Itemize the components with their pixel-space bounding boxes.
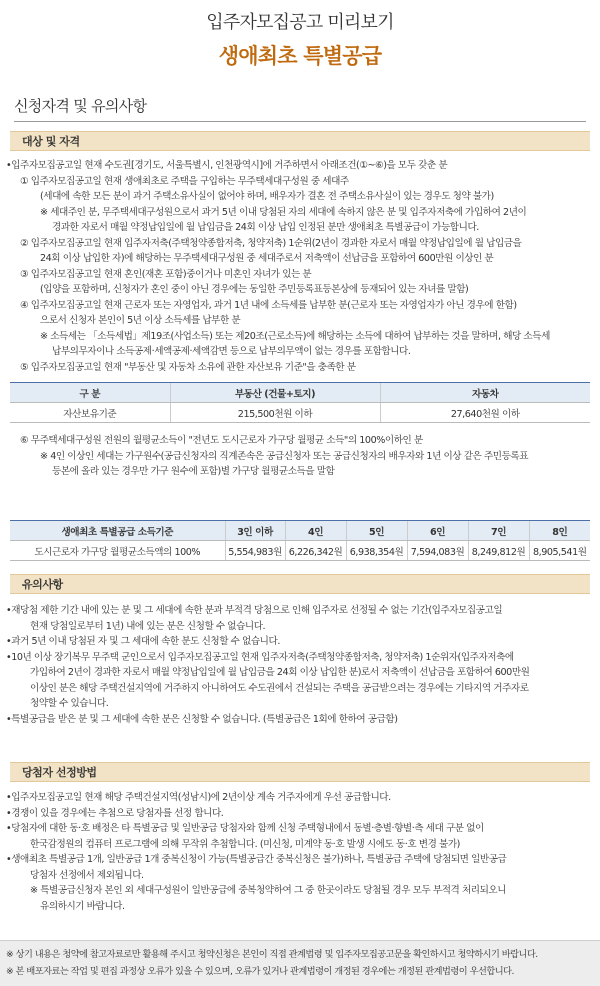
selection-line: •경쟁이 있을 경우에는 추첨으로 당첨자를 선정 합니다.: [6, 807, 224, 819]
eligibility-line: ① 입주자모집공고일 현재 생애최초로 주택을 구입하는 무주택세대구성원 중 세대주: [20, 175, 349, 187]
table-cell: 자산보유기준: [10, 403, 170, 423]
asset-table: [10, 382, 590, 423]
notice-heading: 유의사항: [10, 574, 590, 594]
page-header: [0, 0, 600, 92]
eligibility-line: ※ 4인 이상인 세대는 가구원수(공급신청자의 직계존속은 공급신청자 또는 공급신청자의 배우자와 1년 이상 같은 주민등록표: [40, 450, 529, 462]
page-title: 생애최초 특별공급: [218, 44, 382, 68]
section-title: 신청자격 및 유의사항: [14, 97, 147, 115]
selection-line: ※ 특별공급신청자 본인 외 세대구성원이 일반공급에 중복청약하여 그 중 한곳이라도 당첨될 경우 모두 부적격 처리되오니: [30, 885, 507, 896]
selection-lines: [6, 790, 594, 914]
table-header-cell: 6인: [407, 521, 468, 541]
table-header-cell: 자동차: [380, 383, 590, 403]
eligibility-line: 경과한 자로서 매월 약정납입일에 월 납입금을 24회 이상 납입 인정된 분만 생애최초 특별공급이 가능합니다.: [52, 222, 479, 233]
notice-lines: [6, 603, 594, 727]
notice-line: 가입하여 2년이 경과한 자로서 매월 약정납입일에 월 납입금을 24회 이상 납입한 분)로서 저축액이 선납금을 포함하여 600만원: [30, 667, 530, 678]
eligibility-line: (세대에 속한 모든 분이 과거 주택소유사실이 없어야 하며, 배우자가 결혼 전 주택소유사실이 있는 경우도 청약 불가): [40, 191, 494, 202]
table-header-cell: 8인: [529, 521, 590, 541]
table-header-cell: 생애최초 특별공급 소득기준: [10, 521, 225, 541]
notice-line: 이상인 분은 해당 주택건설지역에 거주하지 아니하여도 수도권에서 건설되는 주택을 공급받으려는 경우에는 기타지역 거주자로: [30, 682, 529, 694]
selection-line: •생애최초 특별공급 1개, 일반공급 1개 중복신청이 가능(특별공급간 중복신청은 불가)하나, 특별공급 주택에 당첨되면 일반공급: [6, 854, 507, 865]
table-cell: 8,905,541원: [529, 541, 590, 561]
table-header-cell: 4인: [285, 521, 346, 541]
notice-line: •재당첨 제한 기간 내에 있는 분 및 그 세대에 속한 분과 부적격 당첨으로 인해 입주자로 선정될 수 없는 기간(입주자모집공고일: [6, 605, 503, 616]
selection-heading: 당첨자 선정방법: [10, 762, 590, 782]
eligibility-line: 등본에 올라 있는 경우만 가구 원수에 포함)별 가구당 월평균소득을 말함: [52, 466, 335, 477]
footer-line: ※ 상기 내용은 청약에 참고자료로만 활용해 주시고 청약신청은 본인이 직접 관계법령 및 입주자모집공고문을 확인하시고 청약하시기 바랍니다.: [6, 949, 538, 960]
selection-line: •입주자모집공고일 현재 해당 주택건설지역(성남시)에 2년이상 계속 거주자에게 우선 공급합니다.: [6, 792, 391, 803]
table-cell: 도시근로자 가구당 월평균소득액의 100%: [10, 541, 225, 561]
eligibility-lines-b: [6, 433, 594, 480]
table-cell: 7,594,083원: [407, 541, 468, 561]
footer-line: ※ 본 배포자료는 작업 및 편집 과정상 오류가 있을 수 있으며, 오류가 있거나 관계법령이 개정된 경우에는 개정된 관계법령이 우선합니다.: [6, 966, 514, 977]
table-cell: 5,554,983원: [225, 541, 285, 561]
table-cell: 6,226,342원: [285, 541, 346, 561]
eligibility-heading: 대상 및 자격: [10, 131, 590, 151]
table-header-cell: 구 분: [10, 383, 170, 403]
notice-line: 청약할 수 있습니다.: [30, 698, 109, 709]
eligibility-line: 납부의무자이나 소득공제·세액공제·세액감면 등으로 납부의무액이 없는 경우를 포함합니다.: [52, 346, 411, 357]
eligibility-line: ※ 소득세는 「소득세법」제19조(사업소득) 또는 제20조(근로소득)에 해당하는 소득에 대하여 납부하는 것을 말하며, 해당 소득세: [40, 330, 550, 342]
notice-line: •과거 5년 이내 당첨된 자 및 그 세대에 속한 분도 신청할 수 없습니다.: [6, 636, 280, 647]
table-header-cell: 부동산 (건물+토지): [170, 383, 380, 403]
eligibility-line: ② 입주자모집공고일 현재 입주자저축(주택청약종합저축, 청약저축) 1순위(2년이 경과한 자로서 매월 약정납입일에 월 납입금을: [20, 237, 522, 249]
table-header-cell: 7인: [468, 521, 529, 541]
table-header-cell: 5인: [346, 521, 407, 541]
eligibility-line: ⑤ 입주자모집공고일 현재 "부동산 및 자동차 소유에 관한 자산보유 기준"을 충족한 분: [20, 361, 356, 373]
eligibility-line: 으로서 신청자 본인이 5년 이상 소득세를 납부한 분: [40, 315, 241, 326]
notice-line: •특별공급을 받은 분 및 그 세대에 속한 분은 신청할 수 없습니다. (특별공급은 1회에 한하여 공급함): [6, 713, 398, 725]
table-cell: 6,938,354원: [346, 541, 407, 561]
eligibility-line: •입주자모집공고일 현재 수도권[경기도, 서울특별시, 인천광역시]에 거주하면서 아래조건(①~⑥)을 모두 갖춘 분: [6, 160, 448, 171]
notice-line: •10년 이상 장기복무 무주택 군인으로서 입주자모집공고일 현재 입주자저축(주택청약종합저축, 청약저축) 1순위자(입주자저축에: [6, 651, 514, 663]
table-cell: 8,249,812원: [468, 541, 529, 561]
section-divider: [14, 121, 586, 122]
table-header-cell: 3인 이하: [225, 521, 285, 541]
table-row: [10, 403, 590, 423]
table-cell: 27,640천원 이하: [380, 403, 590, 423]
income-table: [10, 520, 590, 561]
selection-line: 한국감정원의 컴퓨터 프로그램에 의해 무작위 추첨합니다. (미신청, 미계약 동·호 발생 시에도 동·호 변경 불가): [30, 838, 460, 850]
notice-line: 현재 당첨일로부터 1년) 내에 있는 분은 신청할 수 없습니다.: [30, 620, 266, 632]
page-subtitle: 입주자모집공고 미리보기: [206, 12, 394, 33]
selection-line: 유의하시기 바랍니다.: [40, 900, 125, 912]
eligibility-line: ⑥ 무주택세대구성원 전원의 월평균소득이 "전년도 도시근로자 가구당 월평균 소득"의 100%이하인 분: [20, 435, 423, 446]
eligibility-line: 24회 이상 납입한 자)에 해당하는 무주택세대구성원 중 세대주로서 저축액이 선납금을 포함하여 600만원 이상인 분: [40, 253, 494, 264]
table-cell: 215,500천원 이하: [170, 403, 380, 423]
footer-disclaimer: [0, 940, 600, 986]
eligibility-line: ④ 입주자모집공고일 현재 근로자 또는 자영업자, 과거 1년 내에 소득세를 납부한 분(근로자 또는 자영업자가 아닌 경우에 한함): [20, 299, 517, 311]
selection-line: •당첨자에 대한 동·호 배정은 타 특별공급 및 일반공급 당첨자와 함께 신청 주택형내에서 동별·층별·향별·측 세대 구분 없이: [6, 823, 484, 834]
table-header-row: [10, 383, 590, 403]
eligibility-line: (입양을 포함하며, 신청자가 혼인 중이 아닌 경우에는 동일한 주민등록표등본상에 등재되어 있는 자녀를 말함): [40, 284, 469, 295]
table-header-row: [10, 521, 590, 541]
eligibility-line: ※ 세대주인 분, 무주택세대구성원으로서 과거 5년 이내 당첨된 자의 세대에 속하지 않은 분 및 입주자저축에 가입하여 2년이: [40, 206, 527, 218]
eligibility-lines-a: [6, 158, 594, 375]
selection-line: 당첨자 선정에서 제외됩니다.: [30, 869, 144, 881]
table-row: [10, 541, 590, 561]
eligibility-line: ③ 입주자모집공고일 현재 혼인(재혼 포함)중이거나 미혼인 자녀가 있는 분: [20, 268, 312, 280]
